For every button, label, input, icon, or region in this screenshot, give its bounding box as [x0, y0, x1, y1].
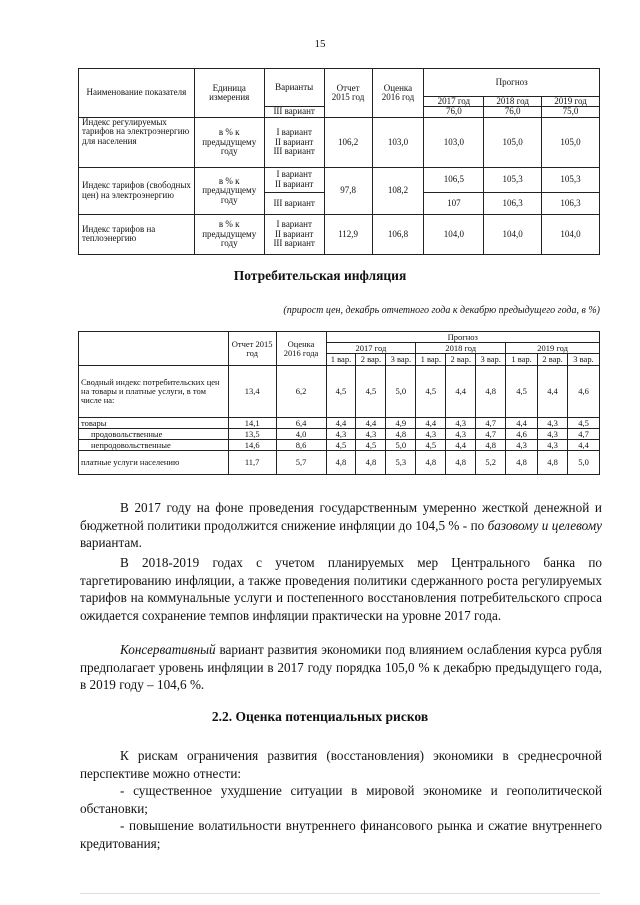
cell-value: 106,8	[372, 214, 424, 254]
cell-value: 4,8	[326, 451, 356, 475]
row-label: Индекс тарифов на теплоэнергию	[79, 214, 195, 254]
header-estimate: Оценка 2016 года	[276, 332, 326, 366]
risk-item-2: - повышение волатильности внутреннего финансового рынка и сжатие внутреннего кредитования;	[80, 818, 602, 851]
risks-intro: К рискам ограничения развития (восстановления) экономики в среднесрочной перспективе можно отнести:	[80, 748, 602, 781]
cell-value: 4,4	[446, 366, 476, 418]
cell-unit: в % к предыдущему году	[194, 214, 264, 254]
cell-value: 105,0	[484, 117, 542, 167]
row-label: Сводный индекс потребительских цен на товары и платные услуги, в том числе на:	[79, 366, 229, 418]
cell-value: 4,5	[416, 440, 446, 451]
cell-value: 5,7	[276, 451, 326, 475]
header-variant: 2 вар.	[356, 354, 386, 366]
cell-value: 4,4	[356, 418, 386, 429]
cell-variants: I вариант II вариант III вариант	[264, 117, 324, 167]
cell-value: 4,5	[356, 366, 386, 418]
cell-value: 14,6	[228, 440, 276, 451]
header-unit: Единица измерения	[194, 69, 264, 118]
cell-value: 106,2	[324, 117, 372, 167]
cell-value: 6,2	[276, 366, 326, 418]
cell-value: 4,5	[416, 366, 446, 418]
cell-value: 4,4	[538, 366, 568, 418]
header-report: Отчет 2015 год	[324, 69, 372, 118]
cell-value: 104,0	[484, 214, 542, 254]
cell-value: 4,9	[386, 418, 416, 429]
cell-value: 4,3	[538, 440, 568, 451]
cell-value: 112,9	[324, 214, 372, 254]
cell-value: 76,0	[484, 107, 542, 117]
cell-value: 5,0	[386, 440, 416, 451]
header-empty	[79, 332, 229, 366]
header-year: 2019 год	[542, 97, 600, 107]
paragraph-2: В 2018-2019 годах с учетом планируемых мер Центрального банка по таргетированию инфляции, а также проведения политики сдержанного роста регулируемых тарифов на коммунальные услуги и постепенного восстановления потребительского спроса ожидается сохранение темпов инфляции практически на уровне 2017 года.	[80, 555, 602, 623]
header-year: 2018 год	[484, 97, 542, 107]
cell-value: 4,8	[476, 440, 506, 451]
cell-value: 5,0	[568, 451, 600, 475]
header-variants: Варианты	[264, 69, 324, 107]
header-year: 2017 год	[326, 343, 416, 354]
cell-value: 4,4	[416, 418, 446, 429]
cell-value: 4,5	[506, 366, 538, 418]
cell-variants: I вариант II вариант III вариант	[264, 214, 324, 254]
row-label: продовольственные	[79, 429, 229, 440]
header-report: Отчет 2015 год	[228, 332, 276, 366]
variant-label: III вариант	[264, 107, 324, 117]
cell-value: 5,2	[476, 451, 506, 475]
cell-value: 106,3	[484, 192, 542, 214]
header-variant: 1 вар.	[506, 354, 538, 366]
page-bottom-edge	[80, 893, 600, 894]
cell-value: 106,3	[542, 192, 600, 214]
row-label: Индекс тарифов (свободных цен) на электроэнергию	[79, 167, 195, 214]
cell-value: 4,5	[356, 440, 386, 451]
cell-value: 4,4	[506, 418, 538, 429]
cell-value: 4,3	[416, 429, 446, 440]
cell-value: 4,7	[568, 429, 600, 440]
cell-value: 4,7	[476, 418, 506, 429]
cell-value: 4,4	[446, 440, 476, 451]
header-forecast: Прогноз	[424, 69, 600, 97]
cell-value: 104,0	[542, 214, 600, 254]
risks-heading: 2.2. Оценка потенциальных рисков	[211, 709, 429, 724]
cell-value: 4,8	[356, 451, 386, 475]
cell-value: 4,8	[506, 451, 538, 475]
cell-value: 6,4	[276, 418, 326, 429]
cell-value: 4,5	[568, 418, 600, 429]
cell-value: 4,3	[538, 418, 568, 429]
inflation-heading: Потребительская инфляция	[233, 268, 407, 283]
header-variant: 3 вар.	[386, 354, 416, 366]
cell-value: 108,2	[372, 167, 424, 214]
tariff-table	[78, 68, 600, 255]
paragraph-1-emphasis: базовому и целевому	[487, 517, 602, 533]
cell-value: 8,6	[276, 440, 326, 451]
paragraph-1-tail: вариантам.	[80, 535, 142, 550]
cell-value: 4,8	[446, 451, 476, 475]
paragraph-3-emphasis: Консервативный	[120, 642, 216, 657]
cell-variants: III вариант	[264, 192, 324, 214]
cell-value: 4,3	[356, 429, 386, 440]
header-variant: 1 вар.	[416, 354, 446, 366]
cell-value: 4,5	[326, 366, 356, 418]
cell-value: 106,5	[424, 167, 484, 192]
cell-value: 11,7	[228, 451, 276, 475]
cell-value: 103,0	[372, 117, 424, 167]
cell-value: 4,8	[416, 451, 446, 475]
cell-value: 75,0	[542, 107, 600, 117]
paragraph-1	[80, 499, 602, 552]
cell-unit: в % к предыдущему году	[194, 117, 264, 167]
cell-variants: I вариант II вариант	[264, 167, 324, 192]
cell-value: 4,5	[326, 440, 356, 451]
header-year: 2018 год	[416, 343, 506, 354]
cell-value: 4,8	[538, 451, 568, 475]
cell-value: 5,0	[386, 366, 416, 418]
cell-value: 4,8	[476, 366, 506, 418]
row-label: платные услуги населению	[79, 451, 229, 475]
header-estimate: Оценка 2016 год	[372, 69, 424, 118]
page-number: 15	[314, 38, 326, 50]
cell-value: 105,0	[542, 117, 600, 167]
header-variant: 3 вар.	[476, 354, 506, 366]
inflation-table	[78, 331, 600, 475]
header-variant: 3 вар.	[568, 354, 600, 366]
cell-value: 5,3	[386, 451, 416, 475]
cell-value: 104,0	[424, 214, 484, 254]
cell-value: 4,4	[326, 418, 356, 429]
row-label: непродовольственные	[79, 440, 229, 451]
cell-value: 4,6	[568, 366, 600, 418]
cell-value: 4,4	[568, 440, 600, 451]
header-variant: 2 вар.	[538, 354, 568, 366]
cell-value: 4,3	[446, 418, 476, 429]
risk-item-1: - существенное ухудшение ситуации в мировой экономике и геополитической обстановки;	[80, 783, 602, 816]
cell-value: 107	[424, 192, 484, 214]
cell-value: 4,3	[538, 429, 568, 440]
cell-value: 4,3	[326, 429, 356, 440]
cell-value: 76,0	[424, 107, 484, 117]
cell-value: 105,3	[542, 167, 600, 192]
cell-value: 14,1	[228, 418, 276, 429]
cell-value: 4,8	[386, 429, 416, 440]
paragraph-3-text: вариант развития экономики под влиянием ослабления курса рубля предполагает уровень инфляции в 2017 году порядка 105,0 % к декабрю предыдущего года, в 2019 году – 104,6 %.	[80, 642, 602, 692]
inflation-note: (прирост цен, декабрь отчетного года к декабрю предыдущего года, в %)	[283, 305, 600, 316]
header-name: Наименование показателя	[79, 69, 195, 118]
cell-value: 13,4	[228, 366, 276, 418]
cell-value: 4,3	[446, 429, 476, 440]
paragraph-1-text: В 2017 году на фоне проведения государственным умеренно жесткой денежной и бюджетной политики продолжится снижение инфляции до 104,5 % - по	[80, 500, 602, 533]
header-variant: 2 вар.	[446, 354, 476, 366]
cell-value: 4,3	[506, 440, 538, 451]
row-label: товары	[79, 418, 229, 429]
header-forecast: Прогноз	[326, 332, 599, 343]
paragraph-3	[80, 641, 602, 694]
cell-value: 13,5	[228, 429, 276, 440]
cell-value: 4,7	[476, 429, 506, 440]
cell-value: 4,6	[506, 429, 538, 440]
header-year: 2017 год	[424, 97, 484, 107]
header-year: 2019 год	[506, 343, 600, 354]
row-label: Индекс регулируемых тарифов на электроэнергию для населения	[79, 117, 195, 167]
cell-value: 103,0	[424, 117, 484, 167]
cell-value: 97,8	[324, 167, 372, 214]
cell-unit: в % к предыдущему году	[194, 167, 264, 214]
header-variant: 1 вар.	[326, 354, 356, 366]
cell-value: 105,3	[484, 167, 542, 192]
cell-value: 4,0	[276, 429, 326, 440]
